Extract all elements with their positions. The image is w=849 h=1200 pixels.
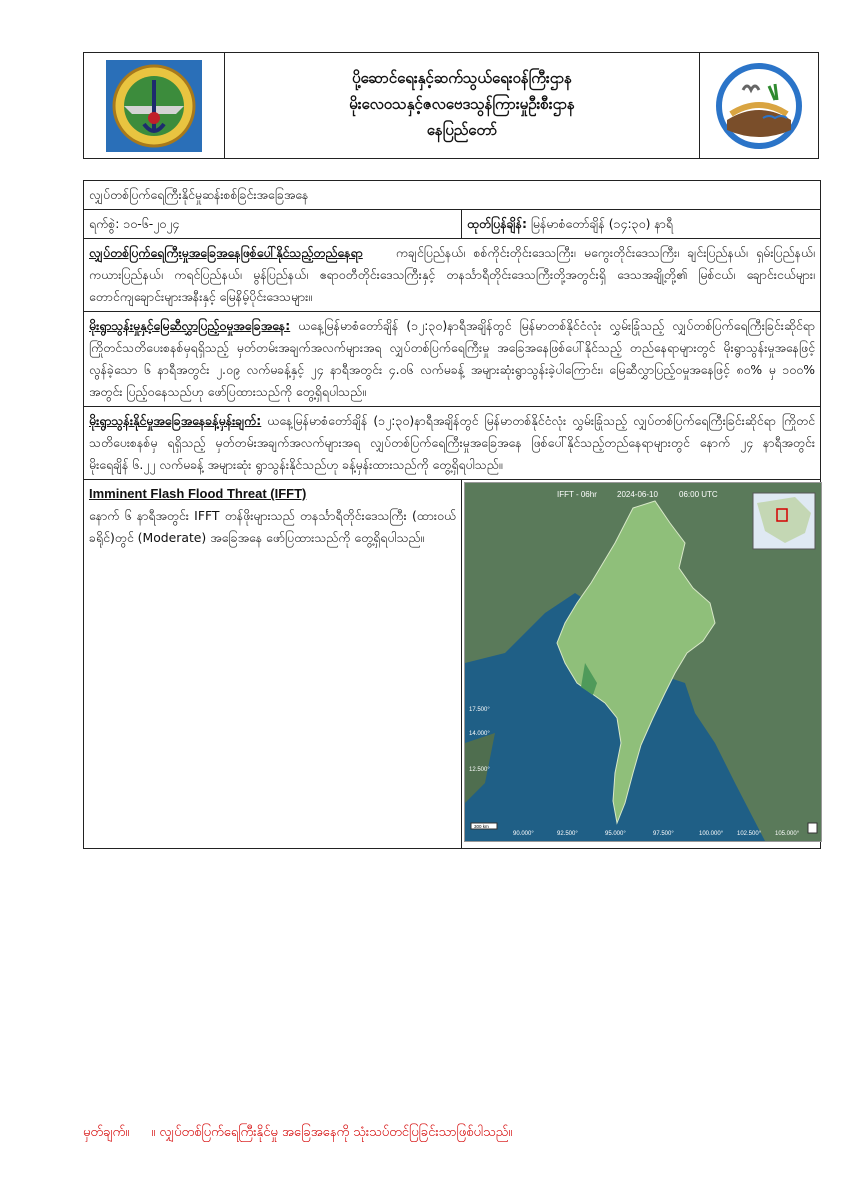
scale-label: 300 km <box>474 824 489 829</box>
map-info-button[interactable] <box>808 823 817 833</box>
map-time: 06:00 UTC <box>679 490 718 499</box>
section-rainfall-heading: မိုးရွာသွန်းမှုနှင့်မြေဆီလွှာပြည့်ဝမှုအခြေအနေ: <box>89 318 291 333</box>
section-forecast-text: ယနေ့မြန်မာစံတော်ချိန် (၁၂:၃၀)နာရီအချိန်တွင် မြန်မာတစ်နိုင်ငံလုံး လွှမ်းခြုံသည့် လျှပ်တစ်ပြက်ရေကြီးခြင်းဆိုင်ရာ ကြိုတင်သတိပေးစနစ်မှ ရရှိသည့် မှတ်တမ်းအချက်အလက်များအရ လျှပ်တစ်ပြက်ရေကြီးမှုအခြေအနေ ဖြစ်ပေါ်နိုင်သည့်တည်နေရာများတွင် နောက် ၂၄ နာရီအတွင်း မိုးရေချိန် ၆.၂၂ လက်မခန့် အများဆုံး ရွာသွန်းနိုင်သည်ဟု ခန့်မှန်းထားသည်ကို တွေ့ရှိရပါသည်။ <box>89 413 816 472</box>
map-date: 2024-06-10 <box>617 490 658 499</box>
issue-time-label: ထုတ်ပြန်ချိန်: <box>467 216 527 231</box>
header-line-2: မိုးလေဝသနှင့်ဇလဗေဒသွန်ကြားမှုဦးစီးဌာန <box>349 94 575 113</box>
footer-text: ။ လျှပ်တစ်ပြက်ရေကြီးနိုင်မှု အခြေအနေကို သုံးသပ်တင်ပြခြင်းသာဖြစ်ပါသည်။ <box>151 1125 513 1140</box>
department-logo <box>699 53 818 158</box>
section-locations-heading: လျှပ်တစ်ပြက်ရေကြီးမှုအခြေအနေဖြစ်ပေါ်နိုင်သည့်တည်နေရာ <box>89 245 363 260</box>
section-forecast-heading: မိုးရွာသွန်းနိုင်မှုအခြေအနေခန့်မှန်းချက်: <box>89 413 262 428</box>
section-rainfall-soil <box>84 312 821 407</box>
lon-label: 92.500° <box>557 831 578 837</box>
lon-label: 97.500° <box>653 831 674 837</box>
lon-label: 102.500° <box>737 831 762 837</box>
footer-label: မှတ်ချက်။ <box>83 1125 130 1140</box>
section-locations <box>84 239 821 312</box>
ifft-text: နောက် ၆ နာရီအတွင်း IFFT တန်ဖိုးများသည် တနင်္သာရီတိုင်းဒေသကြီး (ထားဝယ်ခရိုင်)တွင် (Moderate) အခြေအနေ ဖော်ပြထားသည်ကို တွေ့ရှိရပါသည်။ <box>89 508 456 545</box>
footer-note <box>83 1124 530 1143</box>
section-rainfall-text: ယနေ့မြန်မာစံတော်ချိန် (၁၂:၃၀)နာရီအချိန်တွင် မြန်မာတစ်နိုင်ငံလုံး လွှမ်းခြုံသည့် လျှပ်တစ်ပြက်ရေကြီးခြင်းဆိုင်ရာ ကြိုတင်သတိပေးစနစ်မှရရှိသည့် မှတ်တမ်းအချက်အလက်များအရ လျှပ်တစ်ပြက်ရေကြီးမှု အခြေအနေဖြစ်ပေါ်နိုင်သည့် တည်နေရာများတွင် မိုးရွာသွန်းမှုအနေဖြင့် လွန်ခဲ့သော ၆ နာရီအတွင်း ၂.၀၉ လက်မခန့်နှင့် ၂၄ နာရီအတွင်း ၄.၀၆ လက်မခန့် အများဆုံးရွာသွန်းခဲ့ပါကြောင်း၊ မြေဆီလွှာပြည့်ဝမှုအနေဖြင့် ၈၀% မှ ၁၀၀% အတွင်း ပြည့်ဝနေသည်ဟု ဖော်ပြထားသည်ကို တွေ့ရှိရပါသည်။ <box>89 318 816 399</box>
section-ifft <box>84 480 462 849</box>
section-forecast <box>84 407 821 480</box>
lat-label: 12.500° <box>469 767 490 773</box>
header-line-3: နေပြည်တော် <box>426 120 498 139</box>
map-title: IFFT - 06hr <box>557 490 597 499</box>
ifft-heading: Imminent Flash Flood Threat (IFFT) <box>89 486 307 501</box>
lon-label: 90.000° <box>513 831 534 837</box>
ifft-map-cell <box>462 480 821 849</box>
ifft-map <box>464 482 822 842</box>
lat-label: 17.500° <box>469 707 490 713</box>
report-date: ရက်စွဲ: ၁၀-၆-၂၀၂၄ <box>84 210 462 239</box>
lon-label: 100.000° <box>699 831 724 837</box>
lon-label: 105.000° <box>775 831 800 837</box>
header-line-1: ပို့ဆောင်ရေးနှင့်ဆက်သွယ်ရေးဝန်ကြီးဌာန <box>352 68 572 87</box>
ministry-logo <box>84 53 225 158</box>
issue-time-value: မြန်မာစံတော်ချိန် (၁၄:၃၀) နာရီ <box>526 216 674 231</box>
report-table <box>83 180 821 849</box>
document-header <box>83 52 819 159</box>
issue-time <box>462 210 821 239</box>
lat-label: 14.000° <box>469 731 490 737</box>
lon-label: 95.000° <box>605 831 626 837</box>
section-locations-text: ကချင်ပြည်နယ်၊ စစ်ကိုင်းတိုင်းဒေသကြီး၊ မကွေးတိုင်းဒေသကြီး၊ ချင်းပြည်နယ်၊ ရှမ်းပြည်နယ်၊ ကယားပြည်နယ်၊ ကရင်ပြည်နယ်၊ မွန်ပြည်နယ်၊ ဧရာဝတီတိုင်းဒေသကြီးနှင့် တနင်္သာရီတိုင်းဒေသကြီးတို့အတွင်းရှိ ဒေသအချို့တို့၏ မြစ်ငယ်၊ ချောင်းငယ်များ၊ တောင်ကျချောင်းများအနီးနှင့် မြေနိမ့်ပိုင်းဒေသများ။ <box>89 245 816 304</box>
report-title: လျှပ်တစ်ပြက်ရေကြီးနိုင်မှုဆန်းစစ်ခြင်းအခြေအနေ <box>84 181 821 210</box>
